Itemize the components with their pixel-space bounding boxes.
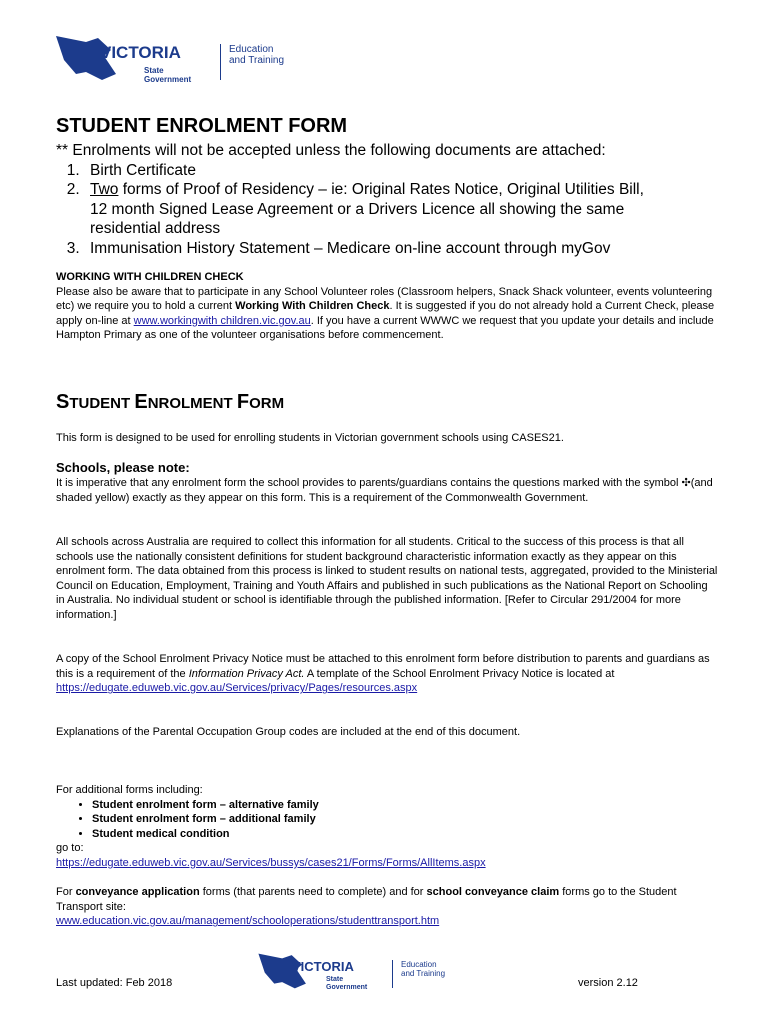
department-line-2: and Training <box>229 55 285 66</box>
schools-heading: Schools, please note: <box>56 460 190 475</box>
department-label <box>220 44 284 80</box>
victoria-logo-header <box>56 34 316 82</box>
privacy-link[interactable]: https://edugate.eduweb.vic.gov.au/Services/privacy/Pages/resources.aspx <box>56 682 418 695</box>
wwcc-paragraph: Please also be aware that to participate in any School Volunteer roles (Classroom helpers, Snack Shack volunteer, events volunteering etc) we require you to hold a current Working With Children Check. It is suggested if you do not already hold a Current Check, please apply on-line at www.workingwith children.vic.gov.au. If you have a current WWWC we request that you update your details and include Hampton Primary as one of the volunteer organisations before commencement. <box>56 285 715 342</box>
required-documents-warning: ** Enrolments will not be accepted unless the following documents are attached: <box>56 142 606 159</box>
additional-forms-section <box>56 783 718 871</box>
occupation-paragraph: Explanations of the Parental Occupation Group codes are included at the end of this document. <box>56 726 521 738</box>
additional-forms-list <box>56 798 718 842</box>
additional-form-item: • Student enrolment form – additional family <box>92 812 718 827</box>
last-updated: Last updated: Feb 2018 <box>56 977 173 989</box>
additional-forms-intro: For additional forms including: <box>56 784 203 796</box>
privacy-paragraph: A copy of the School Enrolment Privacy Notice must be attached to this enrolment form before distribution to parents and guardians as this is a requirement of the Information Privacy Act. A template of the School Enrolment Privacy Notice is located at https://edugate.eduweb.vic.gov.au/Services/privacy/Pages/resources.aspx <box>56 653 710 695</box>
cases21-forms-link[interactable]: https://edugate.eduweb.vic.gov.au/Services/bussys/cases21/Forms/Forms/AllItems.aspx <box>56 856 486 869</box>
conveyance-paragraph: For conveyance application forms (that parents need to complete) and for school conveyance claim forms go to the Student Transport site: www.education.vic.gov.au/management/schooloperations/studenttransport.htm <box>56 886 677 928</box>
victoria-wordmark-footer: VICTORIA <box>292 959 354 974</box>
student-transport-link[interactable]: www.education.vic.gov.au/management/schooloperations/studenttransport.htm <box>56 915 440 928</box>
wwcc-heading: WORKING WITH CHILDREN CHECK <box>56 271 244 283</box>
required-document-item: 2. Two forms of Proof of Residency – ie: Original Rates Notice, Original Utilities Bill, 12 month Signed Lease Agreement or a Drivers Licence all showing the same residential address <box>84 180 650 239</box>
version-label: version 2.12 <box>578 977 638 989</box>
government-label-footer: Government <box>326 984 368 991</box>
page-title: STUDENT ENROLMENT FORM <box>56 115 348 137</box>
government-label: Government <box>144 75 192 84</box>
victoria-wordmark: VICTORIA <box>100 43 181 62</box>
additional-form-item: • Student enrolment form – alternative family <box>92 798 718 813</box>
additional-form-item: • Student medical condition <box>92 827 718 842</box>
department-line-1: Education <box>229 44 274 55</box>
form-section-title: STUDENT ENROLMENT FORM <box>56 391 285 413</box>
wwcc-section <box>56 270 718 343</box>
required-documents-list <box>32 161 736 259</box>
schools-paragraph: It is imperative that any enrolment form the school provides to parents/guardians contains the questions marked with the symbol ✣(and shaded yellow) exactly as they appear on this form. This is a requirement of the Commonwealth Government. <box>56 477 713 504</box>
state-label: State <box>144 66 164 75</box>
wwcc-link[interactable]: www.workingwith children.vic.gov.au <box>133 314 311 327</box>
all-schools-paragraph: All schools across Australia are required to collect this information for all students. Critical to the success of this process is that all schools use the nationally consistent definitions for student background characteristic information exactly as they appear on this enrolment form. The data obtained from this process is linked to student results on national tests, aggregated, provided to the Ministerial Council on Education, Employment, Training and Youth Affairs and published in such publications as the National Report on Schooling in Australia. No individual student or school is identifiable through the published information. [Refer to Circular 291/2004 for more information.] <box>56 536 718 621</box>
form-intro: This form is designed to be used for enrolling students in Victorian government schools using CASES21. <box>56 432 564 444</box>
required-document-item: 3. Immunisation History Statement – Medicare on-line account through myGov <box>84 239 736 259</box>
victoria-logo-footer <box>258 952 471 990</box>
department-label-footer: Education and Training <box>392 960 445 988</box>
goto-label: go to: <box>56 842 84 855</box>
required-documents-section <box>56 141 736 258</box>
state-label-footer: State <box>326 976 344 983</box>
required-document-item: 1. Birth Certificate <box>84 161 736 181</box>
